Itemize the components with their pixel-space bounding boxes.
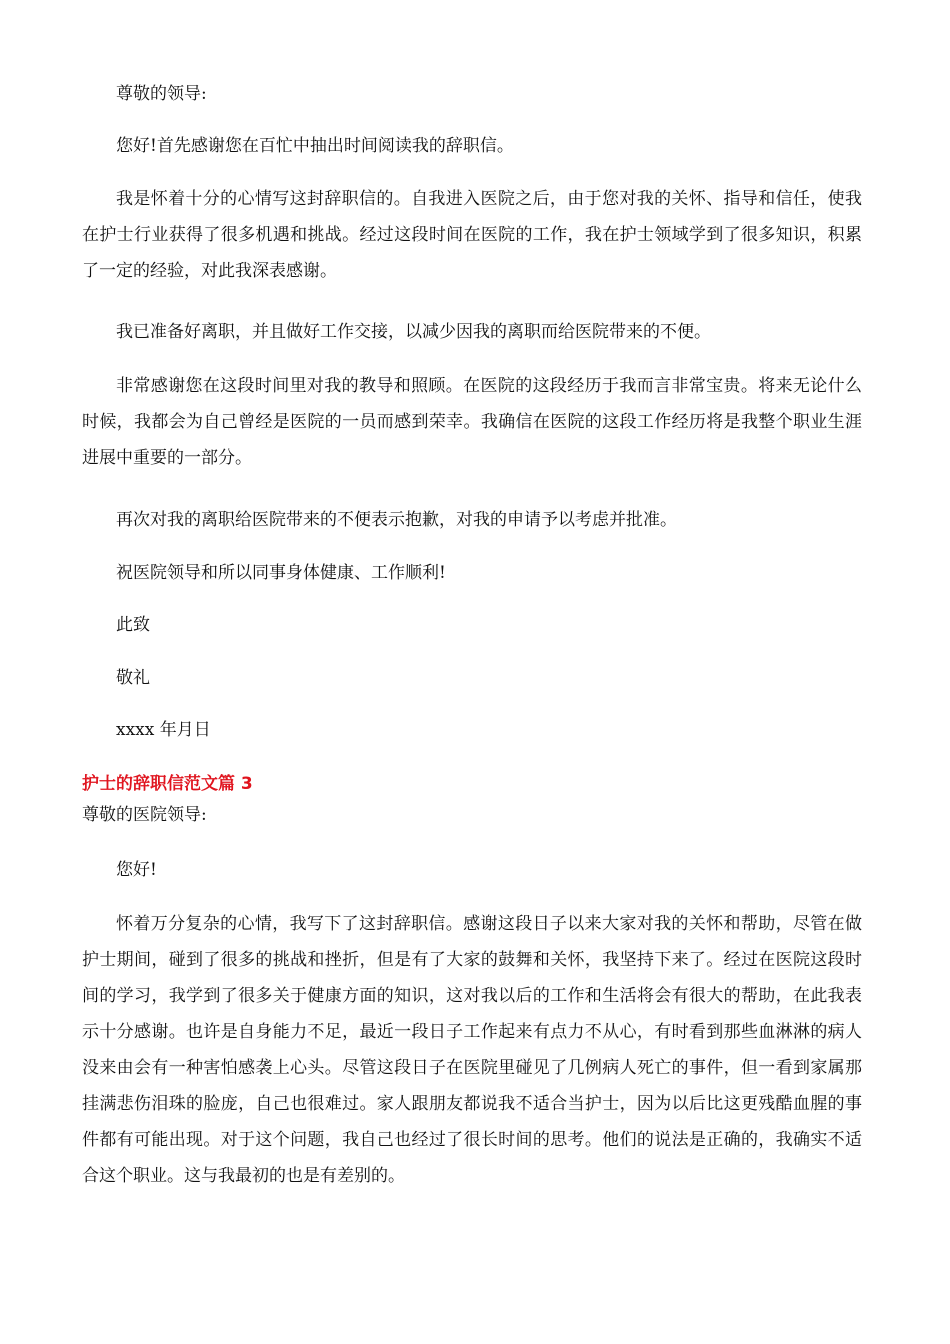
section3-salutation: 尊敬的医院领导: [82, 805, 207, 825]
letter2-paragraph-2: 我已准备好离职，并且做好工作交接，以减少因我的离职而给医院带来的不便。 [116, 322, 711, 342]
section-heading: 护士的辞职信范文篇 3 [82, 774, 253, 794]
letter2-greeting: 您好!首先感谢您在百忙中抽出时间阅读我的辞职信。 [116, 136, 514, 156]
letter2-paragraph-3: 非常感谢您在这段时间里对我的教导和照顾。在医院的这段经历于我而言非常宝贵。将来无论什么时候，我都会为自己曾经是医院的一员而感到荣幸。我确信在医院的这段工作经历将是我整个职业生涯进展中重要的一部分。 [82, 376, 862, 468]
letter2-salutation: 尊敬的领导: [116, 84, 207, 104]
section3-paragraph-1: 怀着万分复杂的心情，我写下了这封辞职信。感谢这段日子以来大家对我的关怀和帮助，尽管在做护士期间，碰到了很多的挑战和挫折，但是有了大家的鼓舞和关怀，我坚持下来了。经过在医院这段时间的学习，我学到了很多关于健康方面的知识，这对我以后的工作和生活将会有很大的帮助，在此我表示十分感谢。也许是自身能力不足，最近一段日子工作起来有点力不从心，有时看到那些血淋淋的病人没来由会有一种害怕感袭上心头。尽管这段日子在医院里碰见了几例病人死亡的事件，但一看到家属那挂满悲伤泪珠的脸庞，自己也很难过。家人跟朋友都说我不适合当护士，因为以后比这更残酷血腥的事件都有可能出现。对于这个问题，我自己也经过了很长时间的思考。他们的说法是正确的，我确实不适合这个职业。这与我最初的也是有差别的。 [82, 914, 862, 1186]
letter2-date: xxxx 年月日 [116, 720, 211, 740]
letter2-paragraph-1: 我是怀着十分的心情写这封辞职信的。自我进入医院之后，由于您对我的关怀、指导和信任，使我在护士行业获得了很多机遇和挑战。经过这段时间在医院的工作，我在护士领域学到了很多知识，积累了一定的经验，对此我深表感谢。 [82, 189, 862, 281]
section3-greeting: 您好! [116, 860, 157, 880]
letter2-closing-2: 敬礼 [116, 668, 150, 688]
letter2-paragraph-4: 再次对我的离职给医院带来的不便表示抱歉，对我的申请予以考虑并批准。 [116, 510, 677, 530]
letter2-closing-1: 此致 [116, 615, 150, 635]
letter2-paragraph-5: 祝医院领导和所以同事身体健康、工作顺利! [116, 563, 446, 583]
